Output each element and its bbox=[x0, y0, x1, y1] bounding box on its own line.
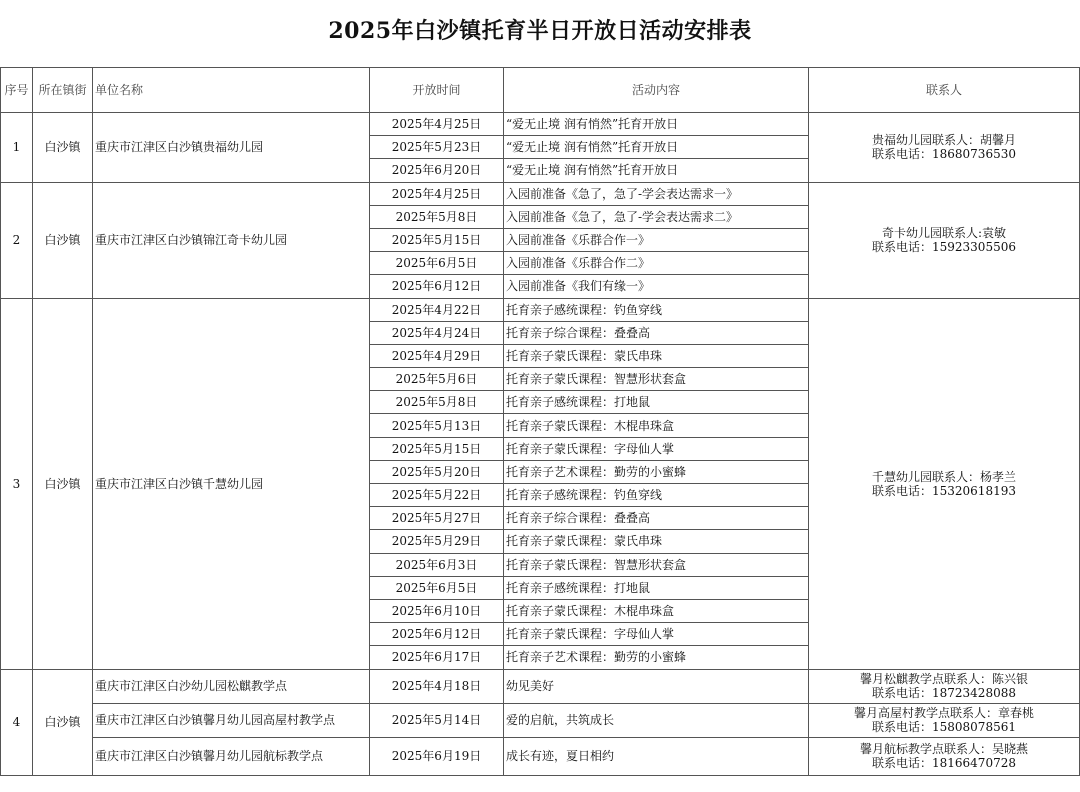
date-cell: 2025年4月29日 bbox=[370, 344, 504, 367]
table-row bbox=[1, 737, 1080, 775]
activity-cell: 托育亲子艺术课程：勤劳的小蜜蜂 bbox=[504, 646, 809, 669]
date-cell: 2025年6月3日 bbox=[370, 553, 504, 576]
header-town: 所在镇街 bbox=[33, 68, 93, 113]
contact-cell bbox=[809, 113, 1080, 183]
table-row bbox=[1, 182, 1080, 205]
activity-cell: 托育亲子感统课程：打地鼠 bbox=[504, 576, 809, 599]
contact-phone: 联系电话：18723428088 bbox=[872, 686, 1016, 700]
contact-name: 馨月松麒教学点联系人：陈兴银 bbox=[859, 672, 1028, 686]
date-cell: 2025年6月12日 bbox=[370, 623, 504, 646]
table-row bbox=[1, 113, 1080, 136]
activity-cell: 入园前准备《乐群合作一》 bbox=[504, 228, 809, 251]
activity-cell: 托育亲子感统课程：钓鱼穿线 bbox=[504, 484, 809, 507]
table-row bbox=[1, 703, 1080, 737]
activity-cell: 托育亲子综合课程：叠叠高 bbox=[504, 507, 809, 530]
date-cell: 2025年6月5日 bbox=[370, 252, 504, 275]
activity-cell: “爱无止境 润有悄然”托育开放日 bbox=[504, 136, 809, 159]
date-cell: 2025年6月20日 bbox=[370, 159, 504, 182]
unit-cell: 重庆市江津区白沙镇馨月幼儿园航标教学点 bbox=[93, 737, 370, 775]
town-cell: 白沙镇 bbox=[33, 113, 93, 183]
activity-cell: 入园前准备《急了，急了-学会表达需求二》 bbox=[504, 205, 809, 228]
town-cell: 白沙镇 bbox=[33, 669, 93, 775]
town-cell: 白沙镇 bbox=[33, 298, 93, 669]
date-cell: 2025年4月25日 bbox=[370, 113, 504, 136]
header-content: 活动内容 bbox=[504, 68, 809, 113]
contact-name: 馨月高屋村教学点联系人：章春桃 bbox=[853, 706, 1034, 720]
activity-cell: 幼见美好 bbox=[504, 669, 809, 703]
header-unit: 单位名称 bbox=[93, 68, 370, 113]
contact-name: 奇卡幼儿园联系人:袁敏 bbox=[881, 226, 1007, 241]
activity-cell: 托育亲子蒙氏课程：蒙氏串珠 bbox=[504, 530, 809, 553]
date-cell: 2025年5月13日 bbox=[370, 414, 504, 437]
activity-cell: 托育亲子蒙氏课程：木棍串珠盒 bbox=[504, 414, 809, 437]
seq-cell: 3 bbox=[1, 298, 33, 669]
activity-cell: 托育亲子感统课程：钓鱼穿线 bbox=[504, 298, 809, 321]
date-cell: 2025年6月17日 bbox=[370, 646, 504, 669]
contact-name: 馨月航标教学点联系人：吴晓燕 bbox=[859, 742, 1028, 756]
contact-phone: 联系电话：15808078561 bbox=[872, 720, 1016, 734]
activity-cell: 托育亲子感统课程：打地鼠 bbox=[504, 391, 809, 414]
activity-cell: 托育亲子蒙氏课程：智慧形状套盒 bbox=[504, 553, 809, 576]
seq-cell: 2 bbox=[1, 182, 33, 298]
activity-cell: “爱无止境 润有悄然”托育开放日 bbox=[504, 113, 809, 136]
unit-cell: 重庆市江津区白沙镇千慧幼儿园 bbox=[93, 298, 370, 669]
activity-cell: 托育亲子蒙氏课程：字母仙人掌 bbox=[504, 437, 809, 460]
town-cell: 白沙镇 bbox=[33, 182, 93, 298]
date-cell: 2025年5月23日 bbox=[370, 136, 504, 159]
header-seq: 序号 bbox=[1, 68, 33, 113]
unit-cell: 重庆市江津区白沙镇贵福幼儿园 bbox=[93, 113, 370, 183]
date-cell: 2025年5月20日 bbox=[370, 460, 504, 483]
date-cell: 2025年5月8日 bbox=[370, 391, 504, 414]
date-cell: 2025年4月22日 bbox=[370, 298, 504, 321]
activity-cell: 爱的启航，共筑成长 bbox=[504, 703, 809, 737]
activity-cell: 成长有迹，夏日相约 bbox=[504, 737, 809, 775]
schedule-table bbox=[0, 67, 1080, 776]
activity-cell: 入园前准备《我们有缘一》 bbox=[504, 275, 809, 298]
table-body bbox=[1, 113, 1080, 776]
header-time: 开放时间 bbox=[370, 68, 504, 113]
date-cell: 2025年5月15日 bbox=[370, 228, 504, 251]
header-contact: 联系人 bbox=[809, 68, 1080, 113]
contact-cell bbox=[809, 703, 1080, 737]
date-cell: 2025年5月8日 bbox=[370, 205, 504, 228]
date-cell: 2025年5月14日 bbox=[370, 703, 504, 737]
activity-cell: 托育亲子蒙氏课程：木棍串珠盒 bbox=[504, 599, 809, 622]
contact-phone: 联系电话：15320618193 bbox=[872, 483, 1016, 498]
activity-cell: 托育亲子蒙氏课程：字母仙人掌 bbox=[504, 623, 809, 646]
date-cell: 2025年4月24日 bbox=[370, 321, 504, 344]
contact-cell bbox=[809, 298, 1080, 669]
contact-phone: 联系电话：18680736530 bbox=[872, 147, 1016, 162]
contact-cell bbox=[809, 182, 1080, 298]
activity-cell: 托育亲子综合课程：叠叠高 bbox=[504, 321, 809, 344]
contact-phone: 联系电话：15923305506 bbox=[872, 240, 1016, 255]
unit-cell: 重庆市江津区白沙幼儿园松麒教学点 bbox=[93, 669, 370, 703]
contact-phone: 联系电话：18166470728 bbox=[872, 756, 1016, 770]
date-cell: 2025年6月5日 bbox=[370, 576, 504, 599]
seq-cell: 4 bbox=[1, 669, 33, 775]
page-title: 2025年白沙镇托育半日开放日活动安排表 bbox=[328, 18, 752, 44]
date-cell: 2025年4月25日 bbox=[370, 182, 504, 205]
activity-cell: 入园前准备《乐群合作二》 bbox=[504, 252, 809, 275]
activity-cell: 托育亲子蒙氏课程：智慧形状套盒 bbox=[504, 368, 809, 391]
date-cell: 2025年5月6日 bbox=[370, 368, 504, 391]
header-row bbox=[1, 68, 1080, 113]
table-row bbox=[1, 298, 1080, 321]
date-cell: 2025年4月18日 bbox=[370, 669, 504, 703]
date-cell: 2025年6月19日 bbox=[370, 737, 504, 775]
table-row bbox=[1, 669, 1080, 703]
date-cell: 2025年5月27日 bbox=[370, 507, 504, 530]
contact-cell bbox=[809, 737, 1080, 775]
activity-cell: 托育亲子艺术课程：勤劳的小蜜蜂 bbox=[504, 460, 809, 483]
contact-name: 贵福幼儿园联系人：胡馨月 bbox=[871, 133, 1016, 148]
unit-cell: 重庆市江津区白沙镇馨月幼儿园高屋村教学点 bbox=[93, 703, 370, 737]
date-cell: 2025年6月10日 bbox=[370, 599, 504, 622]
date-cell: 2025年5月29日 bbox=[370, 530, 504, 553]
contact-name: 千慧幼儿园联系人：杨孝兰 bbox=[871, 469, 1016, 484]
seq-cell: 1 bbox=[1, 113, 33, 183]
date-cell: 2025年5月22日 bbox=[370, 484, 504, 507]
activity-cell: “爱无止境 润有悄然”托育开放日 bbox=[504, 159, 809, 182]
date-cell: 2025年5月15日 bbox=[370, 437, 504, 460]
date-cell: 2025年6月12日 bbox=[370, 275, 504, 298]
activity-cell: 入园前准备《急了，急了-学会表达需求一》 bbox=[504, 182, 809, 205]
contact-cell bbox=[809, 669, 1080, 703]
activity-cell: 托育亲子蒙氏课程：蒙氏串珠 bbox=[504, 344, 809, 367]
unit-cell: 重庆市江津区白沙镇锦江奇卡幼儿园 bbox=[93, 182, 370, 298]
